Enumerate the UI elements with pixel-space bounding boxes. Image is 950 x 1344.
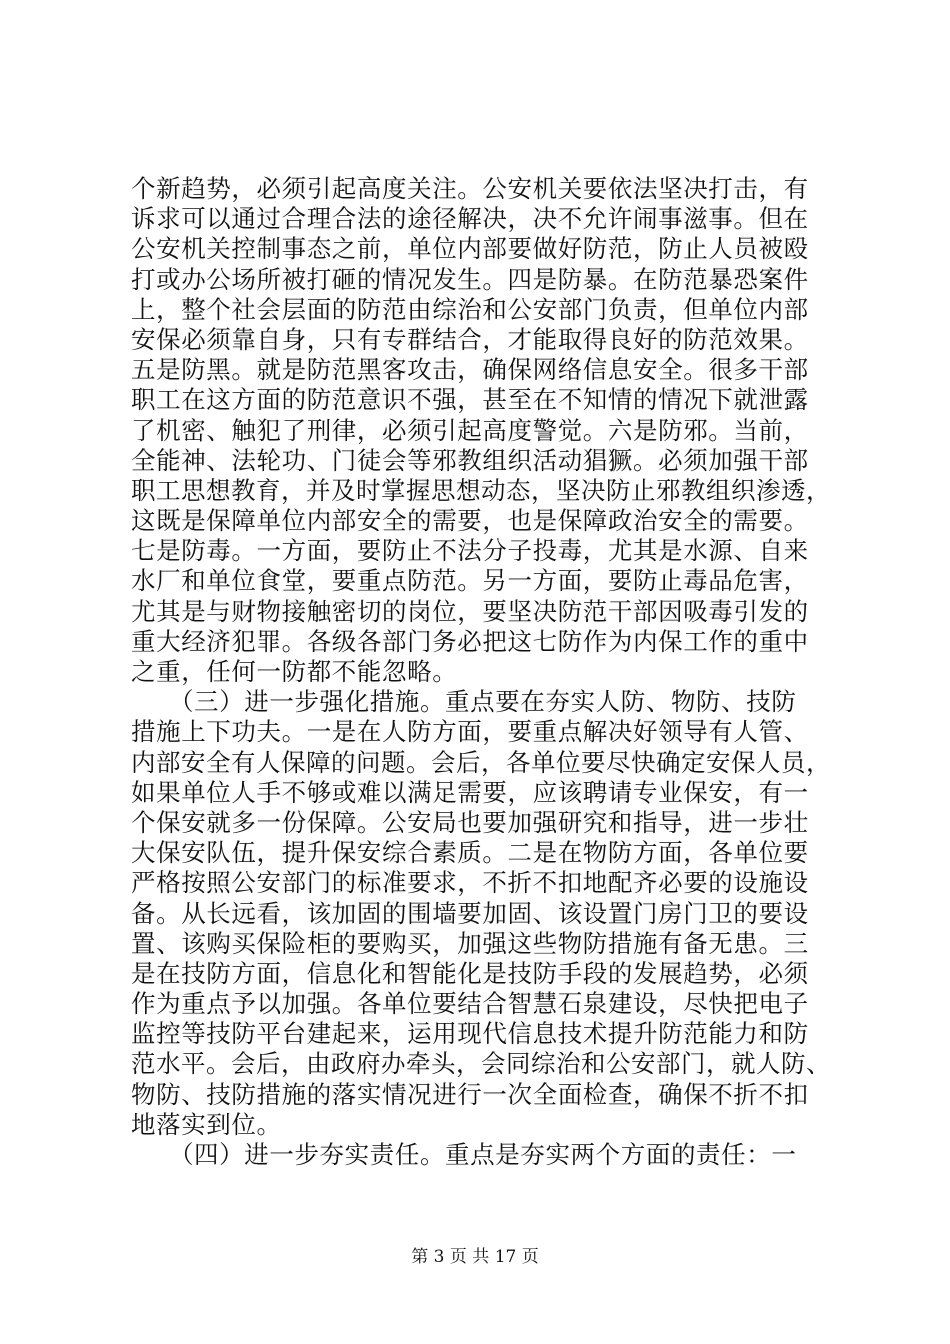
text-line: 作为重点予以加强。各单位要结合智慧石泉建设，尽快把电子 — [131, 989, 809, 1019]
text-line: 诉求可以通过合理合法的途径解决，决不允许闹事滋事。但在 — [131, 204, 809, 234]
text-line: 七是防毒。一方面，要防止不法分子投毒，尤其是水源、自来 — [131, 536, 809, 566]
text-line: 了机密、触犯了刑律，必须引起高度警觉。六是防邪。当前， — [131, 415, 809, 445]
text-line: 如果单位人手不够或难以满足需要，应该聘请专业保安，有一 — [131, 777, 809, 807]
text-line: 五是防黑。就是防范黑客攻击，确保网络信息安全。很多干部 — [131, 355, 809, 385]
text-line: 水厂和单位食堂，要重点防范。另一方面，要防止毒品危害， — [131, 566, 809, 596]
page-number-footer: 第 3 页 共 17 页 — [411, 1247, 539, 1267]
text-line: 上，整个社会层面的防范由综治和公安部门负责，但单位内部 — [131, 294, 809, 324]
text-line: 公安机关控制事态之前，单位内部要做好防范，防止人员被殴 — [131, 234, 809, 264]
text-line: 重大经济犯罪。各级各部门务必把这七防作为内保工作的重中 — [131, 626, 809, 656]
text-line: 监控等技防平台建起来，运用现代信息技术提升防范能力和防 — [131, 1019, 809, 1049]
text-line: 内部安全有人保障的问题。会后，各单位要尽快确定安保人员， — [131, 747, 831, 777]
text-line: 范水平。会后，由政府办牵头，会同综治和公安部门，就人防、 — [131, 1049, 831, 1079]
text-line: （四）进一步夯实责任。重点是夯实两个方面的责任：一 — [131, 1140, 797, 1169]
text-line: 是在技防方面，信息化和智能化是技防手段的发展趋势，必须 — [131, 958, 809, 988]
text-line: 个新趋势，必须引起高度关注。公安机关要依法坚决打击，有 — [131, 174, 809, 203]
text-line: 安保必须靠自身，只有专群结合，才能取得良好的防范效果。 — [131, 324, 809, 354]
text-line: 地落实到位。 — [131, 1109, 282, 1139]
text-line: （三）进一步强化措施。重点要在夯实人防、物防、技防 — [131, 687, 797, 717]
text-line: 备。从长远看，该加固的围墙要加固、该设置门房门卫的要设 — [131, 898, 809, 928]
text-line: 之重，任何一防都不能忽略。 — [131, 657, 458, 686]
body-text — [131, 174, 831, 1170]
text-line: 置、该购买保险柜的要购买，加强这些物防措施有备无患。三 — [131, 928, 809, 958]
text-line: 措施上下功夫。一是在人防方面，要重点解决好领导有人管、 — [131, 717, 809, 747]
text-line: 这既是保障单位内部安全的需要，也是保障政治安全的需要。 — [131, 506, 809, 536]
text-line: 职工思想教育，并及时掌握思想动态，坚决防止邪教组织渗透， — [131, 475, 831, 505]
text-line: 职工在这方面的防范意识不强，甚至在不知情的情况下就泄露 — [131, 385, 809, 415]
text-line: 尤其是与财物接触密切的岗位，要坚决防范干部因吸毒引发的 — [131, 596, 809, 626]
text-line: 大保安队伍，提升保安综合素质。二是在物防方面，各单位要 — [131, 838, 809, 868]
text-line: 物防、技防措施的落实情况进行一次全面检查，确保不折不扣 — [131, 1079, 809, 1109]
text-line: 严格按照公安部门的标准要求，不折不扣地配齐必要的设施设 — [131, 868, 809, 898]
text-line: 全能神、法轮功、门徒会等邪教组织活动猖獗。必须加强干部 — [131, 445, 809, 475]
text-line: 个保安就多一份保障。公安局也要加强研究和指导，进一步壮 — [131, 807, 809, 837]
text-line: 打或办公场所被打砸的情况发生。四是防暴。在防范暴恐案件 — [131, 264, 809, 294]
